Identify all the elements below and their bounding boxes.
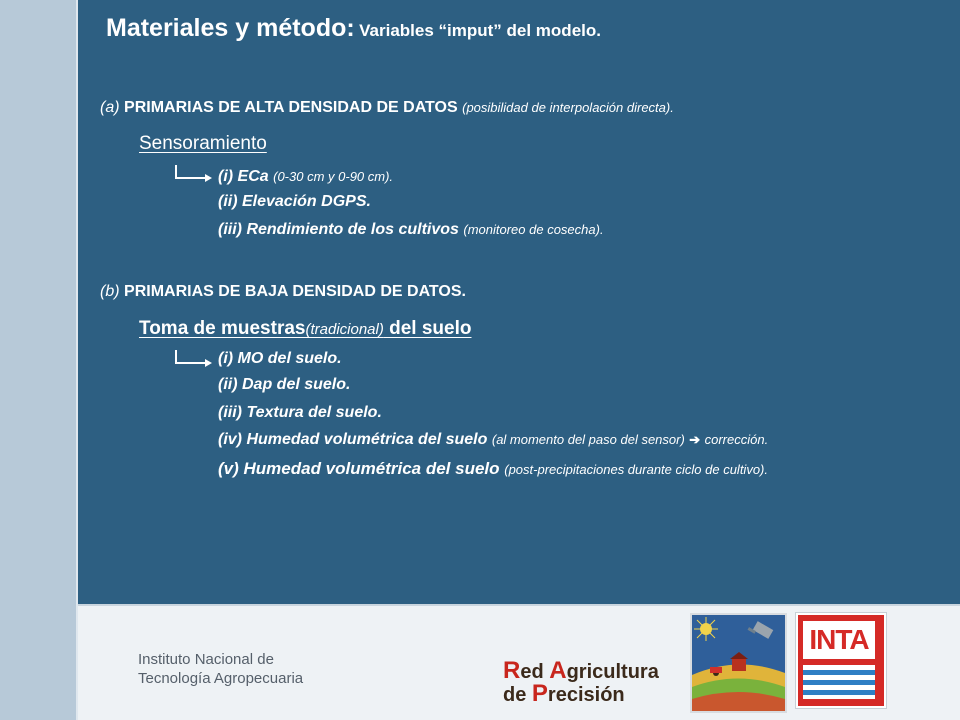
item-note: (monitoreo de cosecha).: [463, 222, 604, 237]
inta-logo: [796, 613, 886, 708]
left-strip: [0, 0, 78, 720]
section-b-heading: [100, 283, 466, 301]
title-sub: Variables “imput” del modelo.: [359, 21, 601, 40]
subheading-start: Toma de muestras: [139, 318, 306, 339]
item-note: (0-30 cm y 0-90 cm).: [273, 169, 394, 184]
item-arrow-text: corrección.: [704, 432, 769, 447]
red-agricultura-logo: [503, 657, 659, 707]
logo-letter: R: [503, 657, 521, 684]
logo-text: de: [503, 684, 532, 706]
section-b-item-3: [218, 404, 382, 422]
section-b-title: PRIMARIAS DE BAJA DENSIDAD DE DATOS.: [124, 283, 466, 300]
section-a-item-3: [218, 221, 604, 239]
logo-letter: P: [531, 680, 548, 707]
section-b-subheading: [139, 318, 472, 340]
slide-title: [106, 14, 601, 43]
precision-farming-image: [690, 613, 787, 713]
logo-text: ed: [520, 661, 550, 683]
section-a-item-1: [218, 168, 393, 186]
logo-letter: A: [549, 657, 567, 684]
item-label: (v) Humedad volumétrica del suelo: [218, 459, 500, 478]
item-note: (post-precipitaciones durante ciclo de cultivo).: [504, 462, 768, 477]
institute-line-1: Instituto Nacional de: [138, 651, 274, 668]
satellite-field-icon: [692, 615, 785, 711]
item-label: (iii) Rendimiento de los cultivos: [218, 221, 459, 238]
item-label: (i) MO del suelo.: [218, 350, 342, 367]
item-label: (ii) Dap del suelo.: [218, 376, 351, 393]
title-main: Materiales y método:: [106, 14, 355, 42]
branch-arrow-icon: [174, 164, 214, 182]
section-b-item-2: [218, 376, 350, 394]
item-label: (i) ECa: [218, 168, 269, 185]
section-a-heading: [100, 99, 674, 117]
section-b-item-5: [218, 459, 768, 479]
institute-line-2: Tecnología Agropecuaria: [138, 670, 304, 687]
subheading-inner: (tradicional): [305, 321, 384, 338]
item-label: (iii) Textura del suelo.: [218, 404, 382, 421]
institute-logo-text: [138, 650, 303, 688]
section-a-title: PRIMARIAS DE ALTA DENSIDAD DE DATOS: [124, 99, 458, 116]
section-a-note: (posibilidad de interpolación directa).: [462, 100, 674, 115]
inta-logo-text: INTA: [803, 621, 875, 659]
section-a-subheading: Sensoramiento: [139, 133, 267, 154]
section-a-prefix: (a): [100, 99, 120, 116]
item-label: (iv) Humedad volumétrica del suelo: [218, 431, 488, 448]
branch-arrow-icon: [174, 349, 214, 367]
section-a-item-2: [218, 193, 371, 211]
logo-text: gricultura: [566, 661, 659, 683]
section-b-item-1: [218, 350, 342, 368]
right-arrow-icon: ➔: [689, 432, 701, 447]
item-label: (ii) Elevación DGPS.: [218, 193, 371, 210]
section-b-prefix: (b): [100, 283, 120, 300]
main-panel: [78, 0, 960, 604]
item-note: (al momento del paso del sensor): [491, 432, 685, 447]
section-b-item-4: [218, 431, 768, 449]
inta-stripes: [803, 665, 875, 699]
subheading-end: del suelo: [383, 318, 472, 339]
logo-text: recisión: [547, 684, 625, 706]
